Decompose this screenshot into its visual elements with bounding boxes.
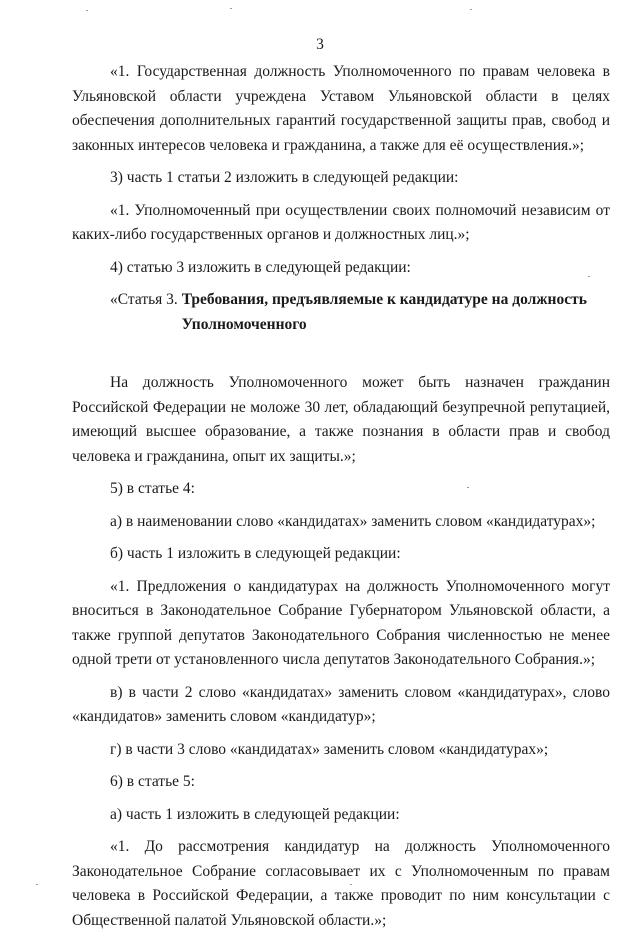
article-heading-prefix: «Статья 3. (110, 291, 182, 308)
article-heading-title: Требования, предъявляемые к кандидатуре на должность Уполномоченного (181, 291, 587, 333)
paragraph-6: 5) в статье 4: (110, 480, 195, 497)
paragraph-3: «1. Уполномоченный при осуществлении своих полномочий независим от каких-либо государственных органов и должностных лиц.»; (72, 201, 610, 243)
document-body (72, 60, 610, 941)
paragraph-1: «1. Государственная должность Уполномоченного по правам человека в Ульяновской области учреждена Уставом Ульяновской области в целях обеспечения дополнительных гарантий государственной защиты прав, свобод и законных интересов человека и гражданина, а также для её осуществления.»; (72, 63, 610, 154)
paragraph-12: 6) в статье 5: (110, 773, 195, 790)
paragraph-5: На должность Уполномоченного может быть назначен гражданин Российской Федерации не моложе 30 лет, обладающий безупречной репутацией, имеющий высшее образование, а также познания в области прав и свобод человека и гражданина, опыт их защиты.»; (72, 374, 610, 465)
paragraph-2: 3) часть 1 статьи 2 изложить в следующей редакции: (110, 169, 459, 186)
scan-speck (350, 884, 352, 885)
paragraph-8: б) часть 1 изложить в следующей редакции: (110, 545, 401, 562)
article-heading (72, 288, 610, 337)
scan-speck (467, 487, 469, 488)
scan-speck (230, 8, 232, 9)
paragraph-13: а) часть 1 изложить в следующей редакции: (110, 805, 400, 823)
paragraph-14: «1. До рассмотрения кандидатур на должность Уполномоченного Законодательное Собрание согласовывает их с Уполномоченным по правам человека в Российской Федерации, а также проводит по ним консультации с Общественной палатой Ульяновской области.»; (72, 838, 610, 929)
scan-speck (36, 884, 38, 885)
paragraph-7: а) в наименовании слово «кандидатах» заменить словом «кандидатурах»; (110, 512, 596, 530)
paragraph-9: «1. Предложения о кандидатурах на должность Уполномоченного могут вноситься в Законодательное Собрание Губернатором Ульяновской области, а также группой депутатов Законодательного Собрания численностью не менее одной трети от установленного числа депутатов Законодательного Собрания.»; (72, 577, 610, 668)
paragraph-4: 4) статью 3 изложить в следующей редакции: (110, 258, 411, 276)
page-number: 3 (316, 36, 324, 53)
paragraph-10: в) в части 2 слово «кандидатах» заменить словом «кандидатурах», слово «кандидатов» заменить словом «кандидатур»; (72, 683, 610, 725)
scan-speck (470, 9, 472, 10)
scan-speck (86, 10, 88, 11)
scan-speck (588, 276, 590, 277)
paragraph-11: г) в части 3 слово «кандидатах» заменить словом «кандидатурах»; (110, 740, 549, 758)
